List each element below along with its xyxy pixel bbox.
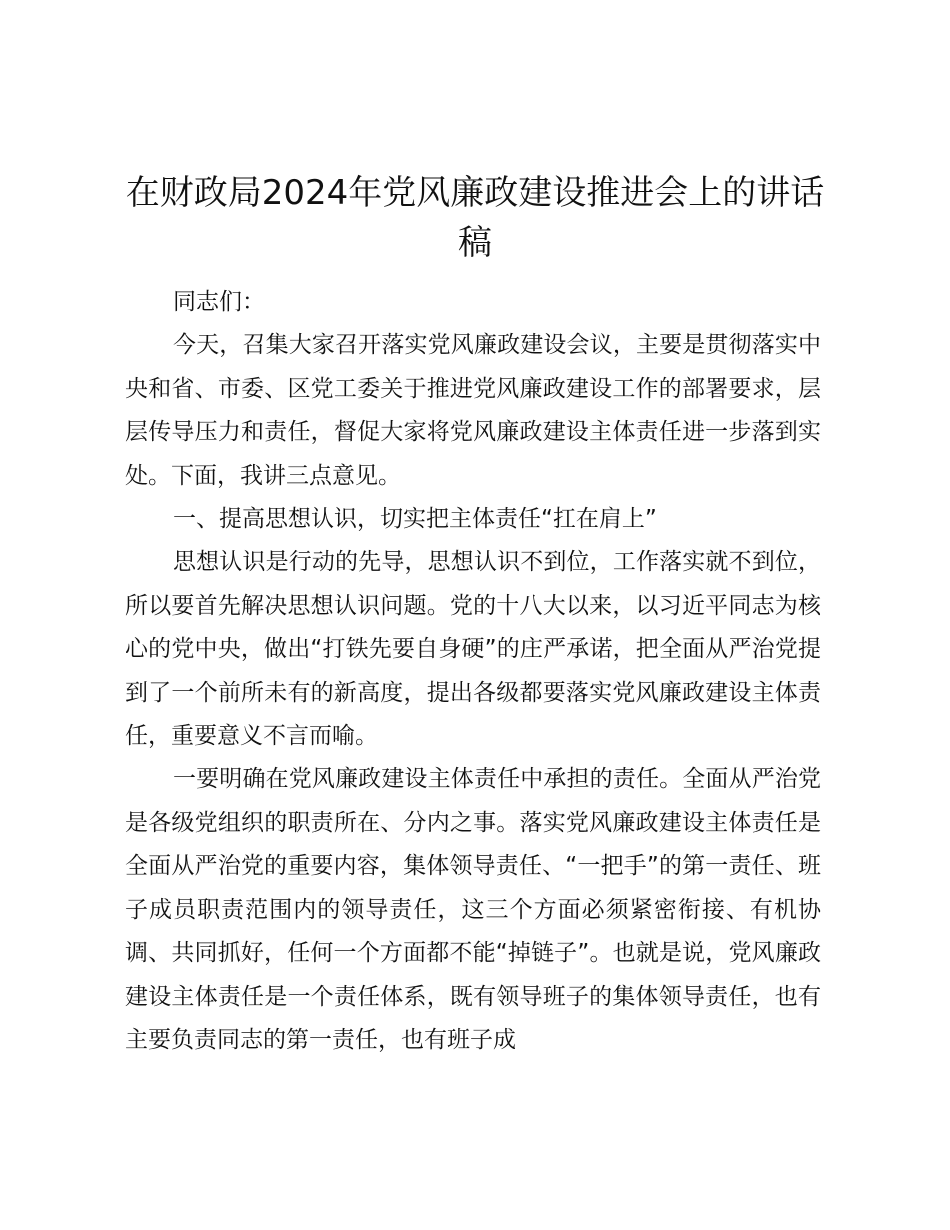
document-title: 在财政局2024年党风廉政建设推进会上的讲话稿: [125, 173, 825, 263]
section-heading-1: 一、提高思想认识，切实把主体责任“扛在肩上”: [173, 506, 657, 533]
salutation: 同志们：: [173, 289, 265, 315]
paragraph-intro: 今天，召集大家召开落实党风廉政建设会议，主要是贯彻落实中央和省、市委、区党工委关于推进党风廉政建设工作的部署要求，层层传导压力和责任，督促大家将党风廉政建设主体责任进一步落到实处。下面，我讲三点意见。: [125, 332, 821, 489]
document-body: [125, 281, 821, 1062]
paragraph-awareness: 思想认识是行动的先导，思想认识不到位，工作落实就不到位，所以要首先解决思想认识问题。党的十八大以来，以习近平同志为核心的党中央，做出“打铁先要自身硬”的庄严承诺，把全面从严治党提到了一个前所未有的新高度，提出各级都要落实党风廉政建设主体责任，重要意义不言而喻。: [125, 549, 821, 750]
paragraph-responsibility: 一要明确在党风廉政建设主体责任中承担的责任。全面从严治党是各级党组织的职责所在、分内之事。落实党风廉政建设主体责任是全面从严治党的重要内容，集体领导责任、“一把手”的第一责任、班子成员职责范围内的领导责任，这三个方面必须紧密衔接、有机协调、共同抓好，任何一个方面都不能“掉链子”。也就是说，党风廉政建设主体责任是一个责任体系，既有领导班子的集体领导责任，也有主要负责同志的第一责任，也有班子成: [125, 766, 821, 1053]
